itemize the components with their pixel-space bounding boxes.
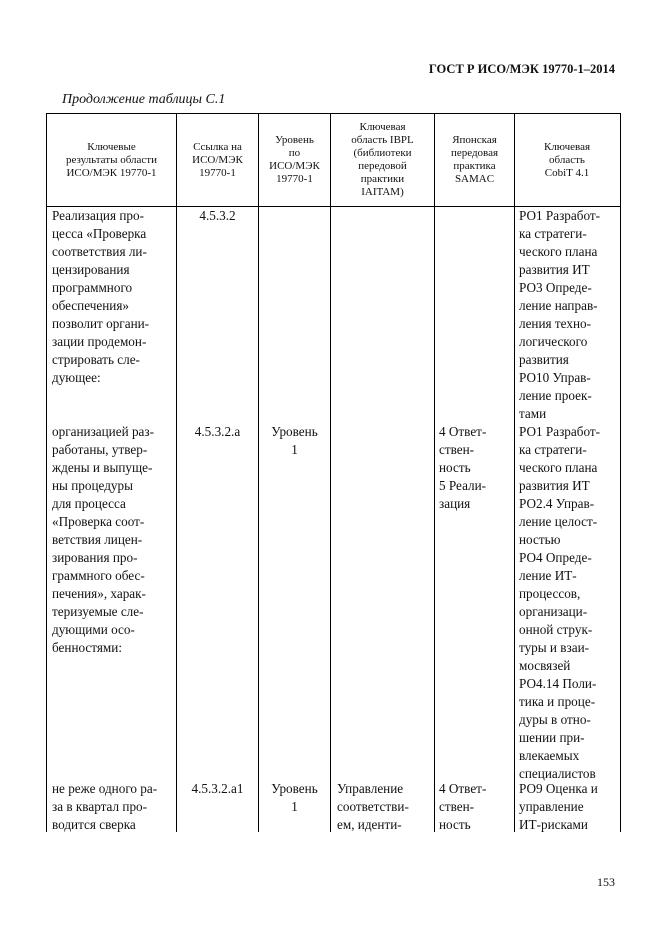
- row2-cobit: РО1 Разработ- ка стратеги- ческого плана развития ИТ РО2.4 Управ- ление целост- ностью РО4 Опреде- ление ИТ- процессов, организаци- онной струк- туры и взаи- мосвязей РО4.14 Поли- тика и проце- дуры в отно- шении при- влекаемых специалистов: [519, 424, 601, 781]
- header-samac: Японская передовая практика SAMAC: [450, 134, 499, 185]
- row3-samac: 4 Ответ- ствен- ность: [439, 781, 487, 832]
- row1-result: Реализация про- цесса «Проверка соответствия ли- цензирования программного обеспечения» позволит органи- зации продемон- стрировать сле- дующее:: [52, 208, 150, 385]
- column-divider: [514, 114, 515, 832]
- row3-cobit: РО9 Оценка и управление ИТ-рисками: [519, 781, 598, 832]
- row2-samac: 4 Ответ- ствен- ность 5 Реали- зация: [439, 424, 487, 511]
- row3-result: не реже одного ра- за в квартал про- водится сверка: [52, 781, 158, 832]
- row3-reference: 4.5.3.2.a1: [191, 781, 244, 796]
- row1-reference: 4.5.3.2: [199, 208, 236, 223]
- page-number: 153: [597, 875, 615, 889]
- header-key-results: Ключевые результаты области ИСО/МЭК 19770-1: [66, 140, 157, 179]
- row1-cobit: РО1 Разработ- ка стратеги- ческого плана развития ИТ РО3 Опреде- ление направ- ления техно- логического развития РО10 Управ- ление проек- тами: [519, 208, 601, 421]
- row2-result: организацией раз- работаны, утвер- ждены и выпуще- ны процедуры для процесса «Проверка соот- ветствия лицен- зирования про- граммного обес- печения», харак- теризуемые сле- дующими осо- бенностями:: [52, 424, 154, 655]
- column-divider: [434, 114, 435, 832]
- row3-level: Уровень 1: [271, 781, 318, 814]
- table-continuation-caption: Продолжение таблицы С.1: [62, 92, 226, 107]
- header-cobit: Ключевая область CobiT 4.1: [543, 140, 591, 179]
- header-level: Уровень по ИСО/МЭК 19770-1: [269, 134, 320, 185]
- row3-ibpl: Управление соответстви- ем, иденти-: [337, 781, 409, 832]
- header-ibpl: Ключевая область IBPL (библиотеки передовой практики IAITAM): [351, 121, 414, 198]
- standard-header: ГОСТ Р ИСО/МЭК 19770-1–2014: [428, 62, 615, 76]
- row2-reference: 4.5.3.2.a: [194, 424, 241, 439]
- row2-level: Уровень 1: [271, 424, 318, 457]
- column-divider: [258, 114, 259, 832]
- header-reference: Ссылка на ИСО/МЭК 19770-1: [192, 140, 243, 179]
- column-divider: [330, 114, 331, 832]
- comparison-table: [46, 113, 621, 832]
